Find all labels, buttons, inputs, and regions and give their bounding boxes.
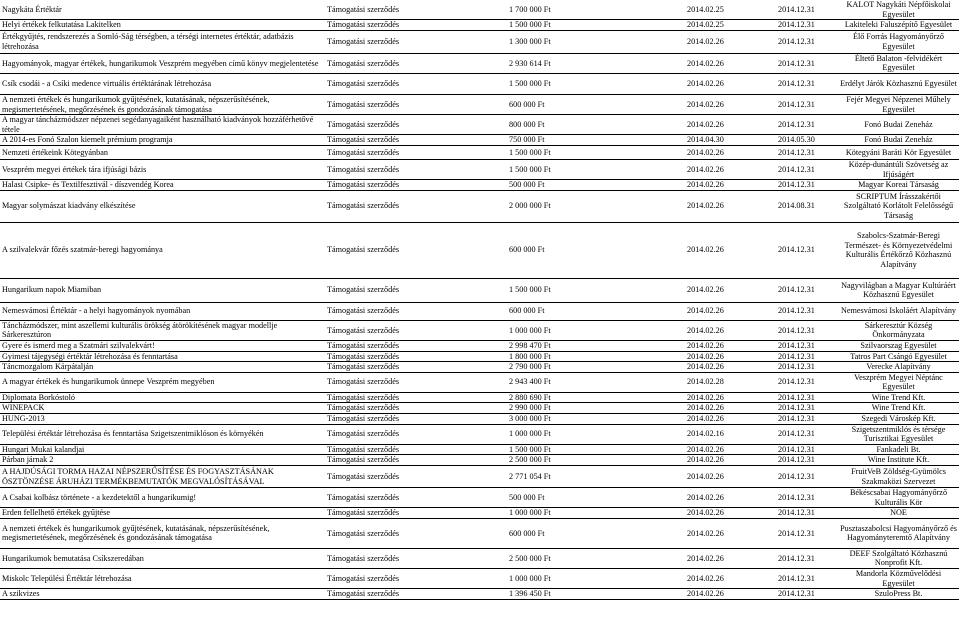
cell-org: KALOT Nagykáti Népfőiskolai Egyesület [846,0,951,19]
cell-end: 2014.12.31 [778,79,815,89]
cell-end: 2014.12.31 [778,180,815,190]
cell-project: HUNG-2013 [2,414,45,424]
cell-amount: 2 880 690 Ft [509,392,551,402]
cell-project: Települési értéktár létrehozása és fenntartása Szigetszentmiklóson és környékén [2,429,264,439]
cell-end: 2014.12.31 [778,377,815,387]
cell-amount: 600 000 Ft [509,528,545,538]
cell-org: Fonó Budai Zeneház [864,119,933,129]
cell-org: Fonó Budai Zeneház [864,135,933,145]
cell-amount: 2 000 000 Ft [509,201,551,211]
cell-amount: 1 500 000 Ft [509,147,551,157]
cell-type: Támogatási szerződés [327,362,400,372]
cell-org: SCRIPTUM Írásszakértői Szolgáltató Korlátolt Felelősségű Társaság [843,191,954,221]
cell-org: Fankadeli Bt. [876,444,921,454]
cell-start: 2014.02.26 [687,392,724,402]
cell-end: 2014.12.31 [778,306,815,316]
cell-start: 2014.04.30 [687,135,724,145]
table-row [0,424,959,444]
cell-end: 2014.08.31 [778,201,815,211]
table-row [0,302,959,320]
cell-start: 2014.02.26 [687,119,724,129]
cell-project: Hungarikumok bemutatása Csíkszeredában [2,553,144,563]
cell-type: Támogatási szerződés [327,392,400,402]
cell-org: Élő Forrás Hagyományőrző Egyesület [853,32,944,51]
cell-start: 2014.02.26 [687,573,724,583]
cell-project: Hungari Mukai kalandjai [2,444,85,454]
cell-org: Szegedi Városkép Kft. [861,414,936,424]
cell-org: Nagyvilágban a Magyar Kultúráért Közhasznú Egyesület [841,280,956,300]
cell-type: Támogatási szerződés [327,403,400,413]
cell-end: 2014.12.31 [778,20,815,30]
cell-start: 2014.02.26 [687,528,724,538]
cell-amount: 600 000 Ft [509,245,545,255]
table-row [0,159,959,179]
cell-org: Tatros Part Csángó Egyesület [850,351,947,361]
cell-amount: 750 000 Ft [509,135,545,145]
cell-project: WINEPACK [2,403,45,413]
cell-type: Támogatási szerződés [327,119,400,129]
cell-start: 2014.02.26 [687,455,724,465]
cell-project: A Csabai kolbász története - a kezdetektől a hungarikumig! [2,492,197,502]
cell-project: Csík csodái - a Csíki medence virtuális értéktárának létrehozása [2,79,212,89]
table-row [0,53,959,73]
cell-type: Támogatási szerződés [327,4,400,14]
cell-amount: 1 500 000 Ft [509,444,551,454]
cell-start: 2014.02.26 [687,444,724,454]
cell-type: Támogatási szerződés [327,36,400,46]
cell-type: Támogatási szerződés [327,589,400,599]
cell-project: A 2014-es Fonó Szalon kiemelt prémium programja [2,135,173,145]
table-row [0,518,959,548]
table-row [0,20,959,31]
cell-amount: 1 500 000 Ft [509,285,551,295]
cell-type: Támogatási szerződés [327,99,400,109]
cell-org: Nemesvámosi Iskoláért Alapítvány [840,306,957,316]
cell-org: FruitVeB Zöldség-Gyümölcs Szakmaközi Szervezet [851,466,946,486]
cell-type: Támogatási szerződés [327,377,400,387]
cell-type: Támogatási szerződés [327,147,400,157]
cell-org: Sárkeresztúr Község Önkormányzata [864,320,933,340]
cell-project: A nemzeti értékek és hungarikumok gyűjtésének, kutatásának, népszerűsítésének, megismertetésének, megőrzésének és gondozásának támogatása [2,523,270,543]
cell-end: 2014.12.31 [778,455,815,465]
cell-org: Szigetszentmiklós és térsége Turisztikai Egyesület [851,424,946,444]
cell-amount: 600 000 Ft [509,99,545,109]
cell-project: Halasi Csipke- és Textilfesztivál - díszvendég Korea [2,180,174,190]
cell-type: Támogatási szerződés [327,351,400,361]
cell-end: 2014.12.31 [778,147,815,157]
table-row [0,466,959,488]
cell-amount: 2 500 000 Ft [509,455,551,465]
cell-type: Támogatási szerződés [327,492,400,502]
table-row [0,414,959,425]
cell-end: 2014.12.31 [778,403,815,413]
cell-org: DEEF Szolgáltató Közhasznú Nonprofit Kft. [849,548,948,568]
cell-project: Nemesvámosi Értéktár - a helyi hagyományok nyomában [2,306,191,316]
table-row [0,190,959,222]
cell-end: 2014.12.31 [778,325,815,335]
cell-end: 2014.12.31 [778,471,815,481]
cell-project: A nemzeti értékek és hungarikumok gyűjtésének, kutatásának, népszerűsítésének, megismertetésének, megőrzésének és gondozásának támogatása [2,94,270,114]
cell-amount: 2 930 614 Ft [509,58,551,68]
cell-org: Békéscsabai Hagyományőrző Kulturális Kör [849,488,948,507]
table-row [0,455,959,466]
cell-amount: 1 500 000 Ft [509,164,551,174]
cell-end: 2014.12.31 [778,573,815,583]
table-row [0,589,959,600]
cell-amount: 1 000 000 Ft [509,573,551,583]
cell-start: 2014.02.25 [687,4,724,14]
cell-type: Támogatási szerződés [327,340,400,350]
cell-project: Miskolc Települési Értéktár létrehozása [2,573,132,583]
cell-amount: 1 000 000 Ft [509,429,551,439]
cell-start: 2014.02.26 [687,362,724,372]
cell-amount: 1 396 450 Ft [509,589,551,599]
cell-start: 2014.02.26 [687,351,724,361]
cell-type: Támogatási szerződés [327,79,400,89]
cell-type: Támogatási szerződés [327,444,400,454]
cell-type: Támogatási szerződés [327,508,400,518]
cell-org: Szabolcs-Szatmár-Beregi Természet- és Környezetvédelmi Kulturális Értékőrző Közhasznú Alapítvány [844,231,953,269]
cell-amount: 1 300 000 Ft [509,36,551,46]
cell-amount: 2 943 400 Ft [509,377,551,387]
cell-org: Wine Institute Kft. [867,455,930,465]
table-row [0,222,959,278]
cell-start: 2014.02.26 [687,403,724,413]
cell-type: Támogatási szerződés [327,245,400,255]
cell-end: 2014.12.31 [778,528,815,538]
cell-amount: 2 990 000 Ft [509,403,551,413]
cell-start: 2014.02.26 [687,201,724,211]
cell-org: Szilvaorszag Egyesület [860,340,937,350]
cell-start: 2014.02.26 [687,589,724,599]
cell-type: Támogatási szerződés [327,528,400,538]
cell-start: 2014.02.26 [687,553,724,563]
cell-project: Gyimesi tájegységi értéktár létrehozása és fenntartása [2,351,178,361]
cell-project: Nemzeti értékeink Kötegyánban [2,147,108,157]
cell-project: Értékgyűjtés, rendszerezés a Somló-Ság térségben, a térségi internetes értéktár, adatbázis létrehozása [2,32,294,51]
cell-type: Támogatási szerződés [327,325,400,335]
table-row [0,351,959,362]
cell-type: Támogatási szerződés [327,164,400,174]
cell-end: 2014.05.30 [778,135,815,145]
cell-org: Wine Trend Kft. [871,403,926,413]
cell-end: 2014.12.31 [778,392,815,402]
cell-project: A magyar táncházmódszer népzenei segédanyagaiként használható kiadványok hozzáférhetővé tétele [2,115,314,134]
cell-end: 2014.12.31 [778,245,815,255]
table-row [0,508,959,519]
cell-amount: 500 000 Ft [509,492,545,502]
cell-amount: 1 500 000 Ft [509,79,551,89]
cell-amount: 1 800 000 Ft [509,351,551,361]
cell-type: Támogatási szerződés [327,135,400,145]
cell-org: Verecke Alapítvány [866,362,931,372]
cell-end: 2014.12.31 [778,351,815,361]
cell-start: 2014.02.28 [687,377,724,387]
cell-end: 2014.12.31 [778,119,815,129]
cell-type: Támogatási szerződés [327,306,400,316]
cell-amount: 2 771 054 Ft [509,471,551,481]
cell-start: 2014.02.26 [687,245,724,255]
table-row [0,94,959,114]
cell-amount: 1 000 000 Ft [509,508,551,518]
cell-org: Veszprém Megyei Néptánc Egyesület [854,372,943,392]
table-row [0,488,959,508]
cell-project: Táncmozgalom Kárpátalján [2,362,94,372]
cell-org: Kötegyáni Baráti Kör Egyesület [845,147,952,157]
cell-project: Hagyományok, magyar értékek, hungarikumok Veszprém megyében című könyv megjelentetése [2,58,319,68]
cell-project: Gyere és ismerd meg a Szatmári szilvalekvárt! [2,340,155,350]
cell-amount: 1 000 000 Ft [509,325,551,335]
cell-org: Magyar Koreai Társaság [858,180,939,190]
cell-start: 2014.02.16 [687,429,724,439]
cell-type: Támogatási szerződés [327,201,400,211]
cell-project: A szikvizes [2,589,40,599]
cell-org: NOE [890,508,907,518]
cell-type: Támogatási szerződés [327,455,400,465]
cell-type: Támogatási szerződés [327,20,400,30]
cell-org: Wine Trend Kft. [871,392,926,402]
cell-end: 2014.12.31 [778,36,815,46]
cell-end: 2014.12.31 [778,444,815,454]
cell-end: 2014.12.31 [778,340,815,350]
cell-end: 2014.12.31 [778,58,815,68]
cell-start: 2014.02.26 [687,147,724,157]
table-row [0,320,959,340]
cell-end: 2014.12.31 [778,414,815,424]
cell-end: 2014.12.31 [778,4,815,14]
cell-type: Támogatási szerződés [327,285,400,295]
cell-org: SzuloPress Bt. [874,589,923,599]
cell-project: Helyi értékek felkutatása Lakitelken [2,20,121,30]
cell-end: 2014.12.31 [778,285,815,295]
cell-amount: 600 000 Ft [509,306,545,316]
cell-project: A magyar értékek és hungarikumok ünnepe Veszprém megyében [2,377,215,387]
table-row [0,0,959,20]
cell-start: 2014.02.26 [687,285,724,295]
cell-project: Magyar solymászat kiadvány elkészítése [2,201,136,211]
cell-project: A szilvalekvár főzés szatmár-beregi hagyománya [2,245,163,255]
cell-start: 2014.02.26 [687,164,724,174]
table-row [0,30,959,53]
cell-type: Támogatási szerződés [327,180,400,190]
cell-start: 2014.02.26 [687,508,724,518]
cell-start: 2014.02.26 [687,325,724,335]
cell-start: 2014.02.26 [687,36,724,46]
table-row [0,135,959,146]
table-row [0,403,959,414]
cell-type: Támogatási szerződés [327,414,400,424]
cell-amount: 3 000 000 Ft [509,414,551,424]
cell-end: 2014.12.31 [778,429,815,439]
cell-end: 2014.12.31 [778,99,815,109]
cell-project: Erden fellelhető értékek gyűjtése [2,508,110,518]
table-row [0,145,959,159]
table-row [0,372,959,392]
cell-org: Mandorla Közművelődési Egyesület [855,569,942,588]
cell-project: Veszprém megyei értékek tára ifjúsági bázis [2,164,147,174]
cell-end: 2014.12.31 [778,508,815,518]
cell-project: Párban járnak 2 [2,455,54,465]
cell-type: Támogatási szerződés [327,58,400,68]
cell-start: 2014.02.26 [687,340,724,350]
cell-project: A HAJDÚSÁGI TORMA HAZAI NÉPSZERŰSÍTÉSE ÉS FOGYASZTÁSÁNAK ÖSZTÖNZÉSE ÁRUHÁZI TERMÉKBEMUTATÓK MEGVALÓSÍTÁSÁVAL [2,466,274,486]
cell-end: 2014.12.31 [778,589,815,599]
cell-end: 2014.12.31 [778,492,815,502]
cell-org: Közép-dunántúli Szövetség az Ifjúságért [848,159,949,179]
cell-start: 2014.02.26 [687,79,724,89]
cell-start: 2014.02.26 [687,180,724,190]
cell-start: 2014.02.26 [687,492,724,502]
cell-org: Fejér Megyei Népzenei Műhely Egyesület [846,94,951,114]
cell-project: Hungarikum napok Miamiban [2,285,102,295]
table-row [0,115,959,135]
cell-start: 2014.02.25 [687,20,724,30]
table-row [0,569,959,589]
cell-start: 2014.02.26 [687,471,724,481]
table-row [0,340,959,351]
cell-start: 2014.02.26 [687,306,724,316]
cell-type: Támogatási szerződés [327,573,400,583]
cell-start: 2014.02.26 [687,414,724,424]
cell-amount: 2 790 000 Ft [509,362,551,372]
cell-type: Támogatási szerződés [327,553,400,563]
cell-org: Pusztaszabolcsi Hagyományőrző és Hagyományteremtő Alapítvány [840,523,957,543]
cell-org: Erdélyt Járók Közhasznú Egyesület [840,79,957,89]
table-row [0,548,959,568]
cell-type: Támogatási szerződés [327,471,400,481]
table-row [0,362,959,373]
cell-end: 2014.12.31 [778,362,815,372]
table-row [0,278,959,302]
cell-project: Nagykáta Értéktár [2,4,62,14]
cell-amount: 2 998 470 Ft [509,340,551,350]
cell-amount: 800 000 Ft [509,119,545,129]
table-row [0,180,959,191]
cell-amount: 2 500 000 Ft [509,553,551,563]
cell-start: 2014.02.26 [687,58,724,68]
cell-project: Táncházmódszer, mint aszellemi kulturális örökség átörökítésének magyar modellje Sárkeresztúron [2,320,278,340]
cell-amount: 1 700 000 Ft [509,4,551,14]
cell-type: Támogatási szerződés [327,429,400,439]
cell-start: 2014.02.26 [687,99,724,109]
cell-amount: 1 500 000 Ft [509,20,551,30]
cell-end: 2014.12.31 [778,164,815,174]
table-row [0,73,959,94]
cell-org: Éltető Balaton -felvidékért Egyesület [854,53,943,73]
cell-amount: 500 000 Ft [509,180,545,190]
cell-org: Lakiteleki Faluszépítő Egyesület [844,20,953,30]
table-row [0,444,959,455]
cell-project: Diplomata Borkóstoló [2,392,75,402]
cell-end: 2014.12.31 [778,553,815,563]
table-row [0,392,959,403]
